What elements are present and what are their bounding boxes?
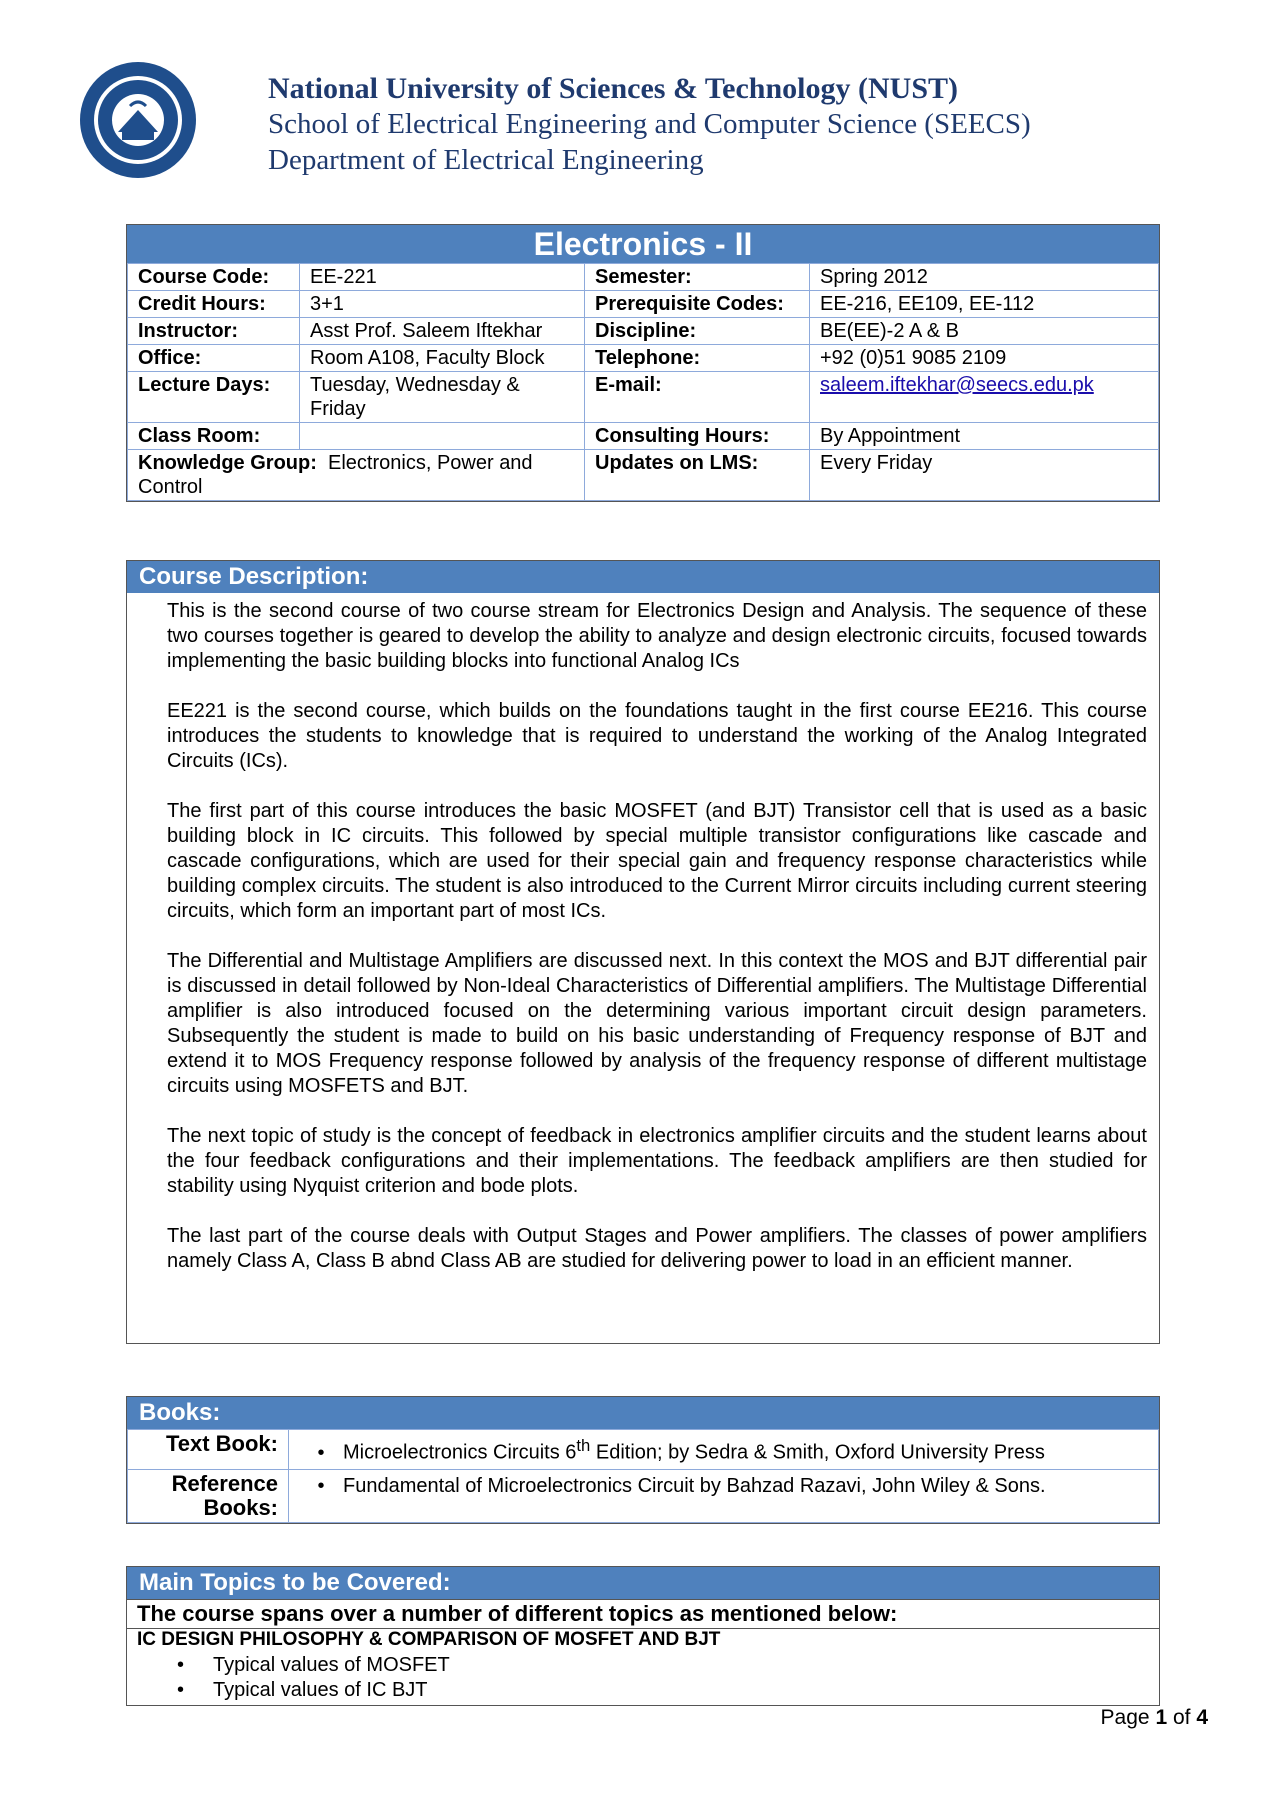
books-section bbox=[126, 1396, 1160, 1524]
topics-intro: The course spans over a number of different topics as mentioned below: bbox=[127, 1599, 1159, 1628]
info-value: EE-216, EE109, EE-112 bbox=[810, 291, 1159, 318]
description-paragraph: This is the second course of two course stream for Electronics Design and Analysis. The sequence of these two courses together is geared to develop the ability to analyze and design electronic circuits, focused towards implementing the basic building blocks into functional Analog ICs bbox=[167, 600, 1147, 672]
description-paragraph: The Differential and Multistage Amplifiers are discussed next. In this context the MOS and BJT differential pair is discussed in detail followed by Non-Ideal Characteristics of Differential amplifiers. The Multistage Differential amplifier is also introduced focused on the determining various important circuit design parameters. Subsequently the student is made to build on his basic understanding of Frequency response of BJT and extend it to MOS Frequency response followed by analysis of the frequency response of different multistage circuits using MOSFETS and BJT. bbox=[167, 950, 1147, 1097]
course-description-title: Course Description: bbox=[127, 561, 1159, 593]
info-value: Spring 2012 bbox=[810, 264, 1159, 291]
description-paragraph: The next topic of study is the concept of feedback in electronics amplifier circuits and the student learns about the four feedback configurations and their implementations. The feedback amplifiers are then studied for stability using Nyquist criterion and bode plots. bbox=[167, 1125, 1147, 1197]
lms-value: Every Friday bbox=[810, 450, 1159, 501]
books-title: Books: bbox=[127, 1397, 1159, 1429]
school-name: School of Electrical Engineering and Computer Science (SEECS) bbox=[268, 108, 1031, 140]
info-label: Class Room: bbox=[128, 423, 300, 450]
reference-books-label: Reference Books: bbox=[128, 1469, 289, 1522]
info-row bbox=[128, 318, 1159, 345]
info-value: Asst Prof. Saleem Iftekhar bbox=[300, 318, 585, 345]
info-row bbox=[128, 345, 1159, 372]
page-number: Page 1 of 4 bbox=[1100, 1706, 1208, 1729]
info-value: By Appointment bbox=[810, 423, 1159, 450]
course-info-table bbox=[126, 224, 1160, 502]
info-label: E-mail: bbox=[585, 372, 810, 423]
text-book-label: Text Book: bbox=[128, 1430, 289, 1470]
description-paragraph: The last part of the course deals with Output Stages and Power amplifiers. The classes of power amplifiers namely Class A, Class B abnd Class AB are studied for delivering power to load in an efficient manner. bbox=[167, 1225, 1147, 1272]
topic-section-heading: IC DESIGN PHILOSOPHY & COMPARISON OF MOSFET AND BJT bbox=[127, 1628, 1159, 1651]
info-value: Room A108, Faculty Block bbox=[300, 345, 585, 372]
knowledge-group: Knowledge Group: Electronics, Power and Control bbox=[128, 450, 585, 501]
info-row bbox=[128, 291, 1159, 318]
info-value: EE-221 bbox=[300, 264, 585, 291]
university-seal-logo bbox=[78, 60, 198, 180]
main-topics-title: Main Topics to be Covered: bbox=[127, 1567, 1159, 1599]
info-label: Credit Hours: bbox=[128, 291, 300, 318]
info-label: Office: bbox=[128, 345, 300, 372]
main-topics-section bbox=[126, 1566, 1160, 1706]
info-label: Prerequisite Codes: bbox=[585, 291, 810, 318]
description-paragraph: EE221 is the second course, which builds on the foundations taught in the first course EE216. This course introduces the students to knowledge that is required to understand the working of the Analog Integrated Circuits (ICs). bbox=[167, 700, 1147, 772]
topic-item: • Typical values of MOSFET bbox=[177, 1653, 1159, 1678]
course-description bbox=[126, 560, 1160, 1344]
info-label: Semester: bbox=[585, 264, 810, 291]
info-value: BE(EE)-2 A & B bbox=[810, 318, 1159, 345]
course-description-body bbox=[127, 593, 1159, 1274]
info-label: Telephone: bbox=[585, 345, 810, 372]
info-value bbox=[810, 372, 1159, 423]
info-label: Instructor: bbox=[128, 318, 300, 345]
info-value: 3+1 bbox=[300, 291, 585, 318]
info-label: Discipline: bbox=[585, 318, 810, 345]
text-book-value: • Microelectronics Circuits 6th Edition; by Sedra & Smith, Oxford University Press bbox=[289, 1430, 1159, 1470]
info-label: Consulting Hours: bbox=[585, 423, 810, 450]
info-value bbox=[300, 423, 585, 450]
description-paragraph: The first part of this course introduces the basic MOSFET (and BJT) Transistor cell that is used as a basic building block in IC circuits. This followed by special multiple transistor configurations like cascade and cascade configurations, which are used for their special gain and frequency response characteristics while building complex circuits. The student is also introduced to the Current Mirror circuits including current steering circuits, which form an important part of most ICs. bbox=[167, 800, 1147, 922]
info-row bbox=[128, 264, 1159, 291]
page-header bbox=[78, 60, 1078, 190]
topic-list bbox=[127, 1651, 1159, 1705]
info-row bbox=[128, 423, 1159, 450]
info-label: Course Code: bbox=[128, 264, 300, 291]
info-row bbox=[128, 372, 1159, 423]
email-link[interactable]: saleem.iftekhar@seecs.edu.pk bbox=[820, 374, 1094, 396]
course-title: Electronics - II bbox=[127, 225, 1159, 263]
topic-item: • Typical values of IC BJT bbox=[177, 1678, 1159, 1703]
lms-label: Updates on LMS: bbox=[585, 450, 810, 501]
reference-books-value: • Fundamental of Microelectronics Circuit by Bahzad Razavi, John Wiley & Sons. bbox=[289, 1469, 1159, 1522]
department-name: Department of Electrical Engineering bbox=[268, 144, 704, 176]
university-name: National University of Sciences & Technology (NUST) bbox=[268, 72, 958, 105]
info-label: Lecture Days: bbox=[128, 372, 300, 423]
info-value: Tuesday, Wednesday & Friday bbox=[300, 372, 585, 423]
info-value: +92 (0)51 9085 2109 bbox=[810, 345, 1159, 372]
